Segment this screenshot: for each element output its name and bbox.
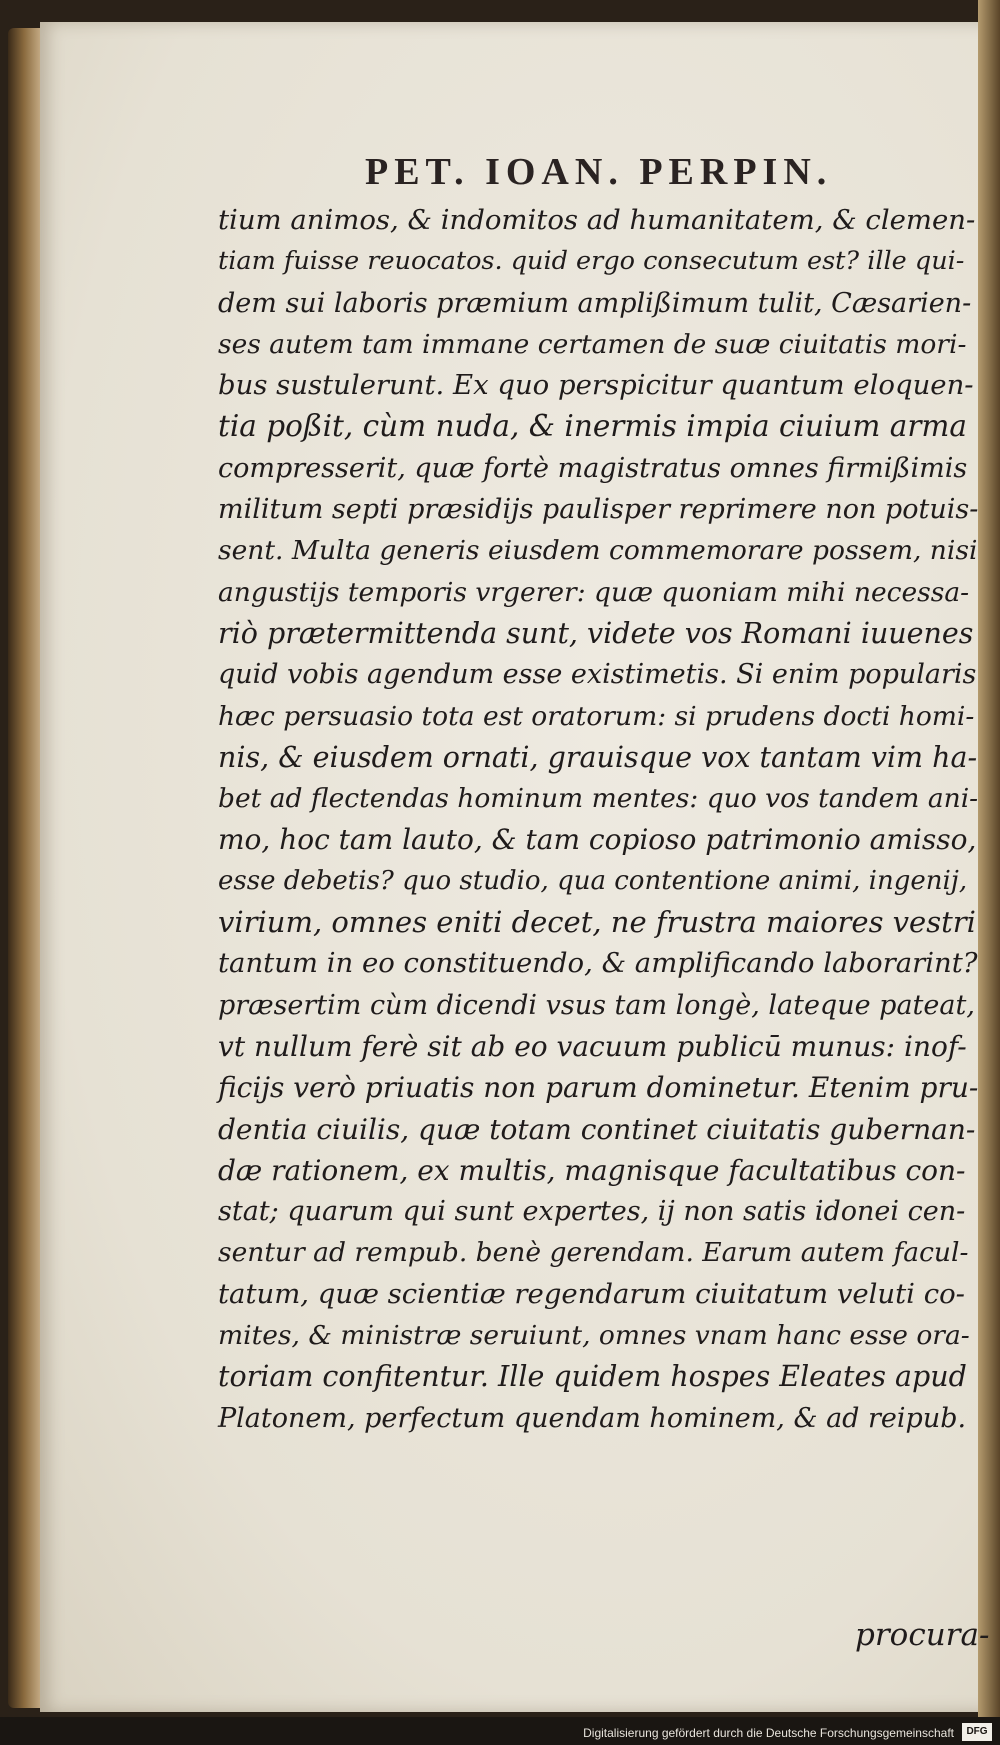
text-line: Platonem, perfectum quendam hominem, & ad reipub. <box>218 1402 967 1434</box>
text-line: militum septi præsidijs paulisper reprimere non potuis- <box>218 494 979 526</box>
running-head: PET. IOAN. PERPIN. <box>365 151 833 193</box>
text-line: riò prætermittenda sunt, videte vos Romani iuuenes <box>218 616 974 650</box>
text-line: dentia ciuilis, quæ totam continet ciuitatis gubernan- <box>218 1112 976 1146</box>
text-line: mo, hoc tam lauto, & tam copioso patrimonio amisso, <box>218 823 977 857</box>
text-line: tia poßit, cùm nuda, & inermis impia ciuium arma <box>218 409 967 444</box>
text-line: compresserit, quæ fortè magistratus omnes firmißimis <box>218 452 968 484</box>
text-line: esse debetis? quo studio, qua contentione animi, ingenij, <box>218 865 968 896</box>
text-line: virium, omnes eniti decet, ne frustra maiores vestri <box>218 905 976 940</box>
text-line: bus sustulerunt. Ex quo perspicitur quantum eloquen- <box>218 369 974 402</box>
page-right-edge <box>978 0 1000 1745</box>
text-line: toriam confitentur. Ille quidem hospes Eleates apud <box>218 1360 967 1394</box>
text-line: tantum in eo constituendo, & amplificando laborarint? <box>218 947 978 980</box>
text-line: dem sui laboris præmium amplißimum tulit, Cæsarien- <box>218 287 972 319</box>
text-line: sentur ad rempub. benè gerendam. Earum autem facul- <box>218 1237 969 1269</box>
text-line: ses autem tam immane certamen de suæ ciuitatis mori- <box>218 328 967 360</box>
text-line: quid vobis agendum esse existimetis. Si enim popularis <box>218 659 977 691</box>
text-line: ficijs verò priuatis non parum dominetur. Etenim pru- <box>218 1071 979 1105</box>
text-line: hæc persuasio tota est oratorum: si prudens docti homi- <box>218 700 975 732</box>
text-line: nis, & eiusdem ornati, grauisque vox tantam vim ha- <box>218 740 978 774</box>
body-text <box>218 200 978 1439</box>
catchword: procura- <box>855 1617 990 1653</box>
text-line: dæ rationem, ex multis, magnisque facultatibus con- <box>218 1153 966 1187</box>
text-line: mites, & ministræ seruiunt, omnes vnam hanc esse ora- <box>218 1320 970 1352</box>
text-line: sent. Multa generis eiusdem commemorare possem, nisi <box>218 535 978 567</box>
dfg-logo-icon: DFG <box>962 1723 992 1741</box>
text-line: præsertim cùm dicendi vsus tam longè, lateque pateat, <box>218 989 975 1021</box>
text-line: vt nullum ferè sit ab eo vacuum publicū munus: inof- <box>218 1029 967 1063</box>
text-line: bet ad flectendas hominum mentes: quo vos tandem ani- <box>218 783 979 815</box>
footer-credit: Digitalisierung gefördert durch die Deutsche Forschungsgemeinschaft <box>583 1726 954 1740</box>
text-line: stat; quarum qui sunt expertes, ij non satis idonei cen- <box>218 1196 966 1228</box>
text-line: tatum, quæ scientiæ regendarum ciuitatum veluti co- <box>218 1277 965 1310</box>
text-line: angustijs temporis vrgerer: quæ quoniam mihi necessa- <box>218 576 970 608</box>
text-line: tiam fuisse reuocatos. quid ergo consecutum est? ille qui- <box>218 246 965 277</box>
text-line: tium animos, & indomitos ad humanitatem, & clemen- <box>218 204 976 236</box>
